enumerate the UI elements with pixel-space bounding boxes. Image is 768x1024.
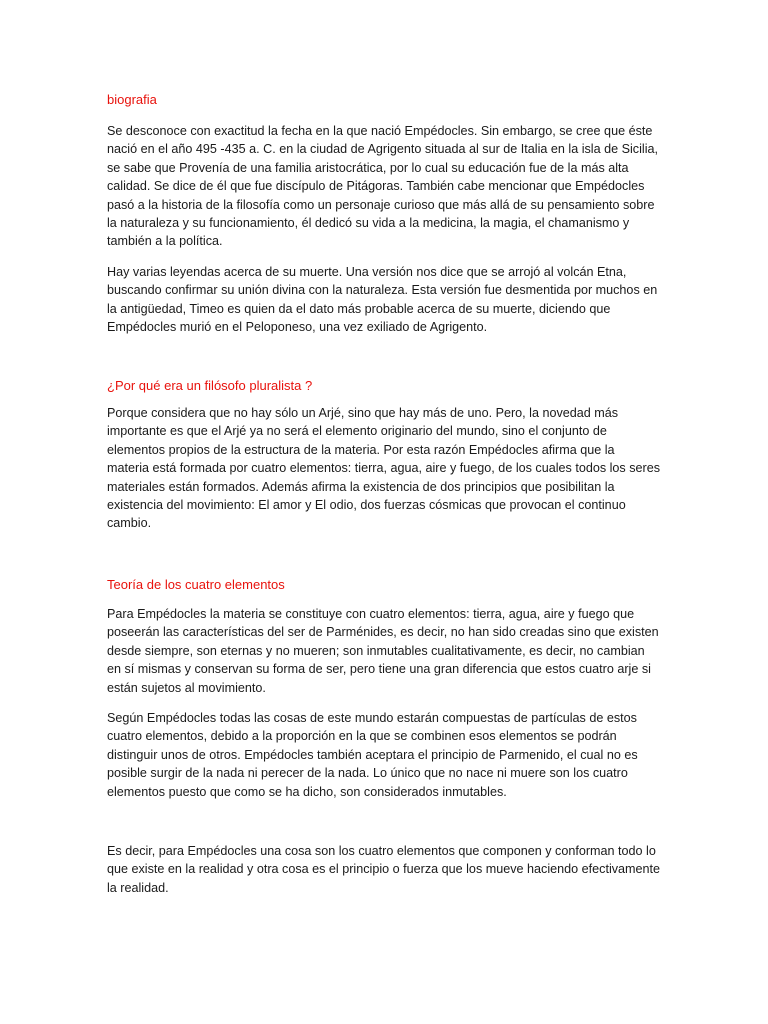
text-line: materia está formada por cuatro elementos: tierra, agua, aire y fuego, de los cuales todos los seres	[107, 461, 661, 476]
paragraph-cuatro-elementos-1	[107, 605, 663, 697]
text-line: Se desconoce con exactitud la fecha en la que nació Empédocles. Sin embargo, se cree que éste	[107, 124, 653, 138]
text-line: están sujetos al movimiento.	[107, 680, 266, 695]
paragraph-cuatro-elementos-2	[107, 709, 663, 801]
text-line: poseerán las características del ser de Parménides, es decir, no han sido creadas sino que existen	[107, 625, 659, 640]
text-line: calidad. Se dice de él que fue discípulo de Pitágoras. También cabe mencionar que Empédocles	[107, 179, 645, 194]
paragraph-cuatro-elementos-3	[107, 842, 663, 897]
text-line: que existe en la realidad y otra cosa es el principio o fuerza que los mueve haciendo efectivamente	[107, 862, 661, 877]
section-heading-biografia: biografia	[107, 92, 157, 107]
section-heading-pluralista: ¿Por qué era un filósofo pluralista ?	[107, 378, 313, 393]
text-line: pasó a la historia de la filosofía como un personaje curioso que más allá de su pensamiento sobre	[107, 197, 655, 212]
text-line: la realidad.	[107, 880, 169, 895]
text-line: Hay varias leyendas acerca de su muerte. Una versión nos dice que se arrojó al volcán Etna,	[107, 265, 627, 279]
text-line: en sí mismas y conservan su forma de ser, pero tiene una gran diferencia que estos cuatro arje si	[107, 662, 651, 677]
text-line: posible surgir de la nada ni perecer de la nada. Lo único que no nace ni muere son los cuatro	[107, 766, 628, 781]
text-line: nació en el año 495 -435 a. C. en la ciudad de Agrigento situada al sur de Italia en la isla de Sicilia,	[107, 142, 658, 157]
text-line: buscando confirmar su unión divina con la naturaleza. Esta versión fue desmentida por muchos en	[107, 283, 658, 298]
text-line: importante es que el Arjé ya no será el elemento originario del mundo, sino el conjunto de	[107, 424, 607, 439]
text-line: cuatro elementos, debido a la proporción en la que se combinen esos elementos se podrán	[107, 729, 617, 744]
text-line: se sabe que Provenía de una familia aristocrática, por lo cual su educación fue de la más alta	[107, 160, 629, 175]
text-line: cambio.	[107, 516, 152, 531]
paragraph-pluralista-1	[107, 404, 663, 533]
text-line: Porque considera que no hay sólo un Arjé, sino que hay más de uno. Pero, la novedad más	[107, 406, 619, 420]
text-line: también a la política.	[107, 234, 223, 249]
text-line: Según Empédocles todas las cosas de este mundo estarán compuestas de partículas de estos	[107, 711, 637, 725]
text-line: Para Empédocles la materia se constituye con cuatro elementos: tierra, agua, aire y fuego que	[107, 607, 635, 621]
text-line: Empédocles murió en el Peloponeso, una vez exiliado de Agrigento.	[107, 320, 488, 335]
text-line: elementos puesto que como se ha dicho, son considerados inmutables.	[107, 784, 507, 799]
paragraph-biografia-2	[107, 263, 663, 337]
text-line: materiales están formados. Además afirma la existencia de dos principios que posibilitan la	[107, 479, 615, 494]
text-line: existencia del movimiento: El amor y El odio, dos fuerzas cósmicas que provocan el continuo	[107, 498, 626, 513]
text-line: desde siempre, son eternas y no mueren; son inmutables cualitativamente, es decir, no cambian	[107, 643, 645, 658]
paragraph-biografia-1	[107, 122, 663, 251]
text-line: la antigüedad, Timeo es quien da el dato más probable acerca de su muerte, diciendo que	[107, 301, 611, 316]
text-line: Es decir, para Empédocles una cosa son los cuatro elementos que componen y conforman todo lo	[107, 844, 656, 858]
text-line: la naturaleza y su funcionamiento, él dedicó su vida a la medicina, la magia, el chamanismo y	[107, 216, 630, 231]
section-heading-cuatro-elementos: Teoría de los cuatro elementos	[107, 577, 285, 592]
text-line: distinguir unos de otros. Empédocles también aceptara el principio de Parmenido, el cual no es	[107, 747, 638, 762]
text-line: elementos propios de la estructura de la materia. Por esta razón Empédocles afirma que la	[107, 442, 615, 457]
